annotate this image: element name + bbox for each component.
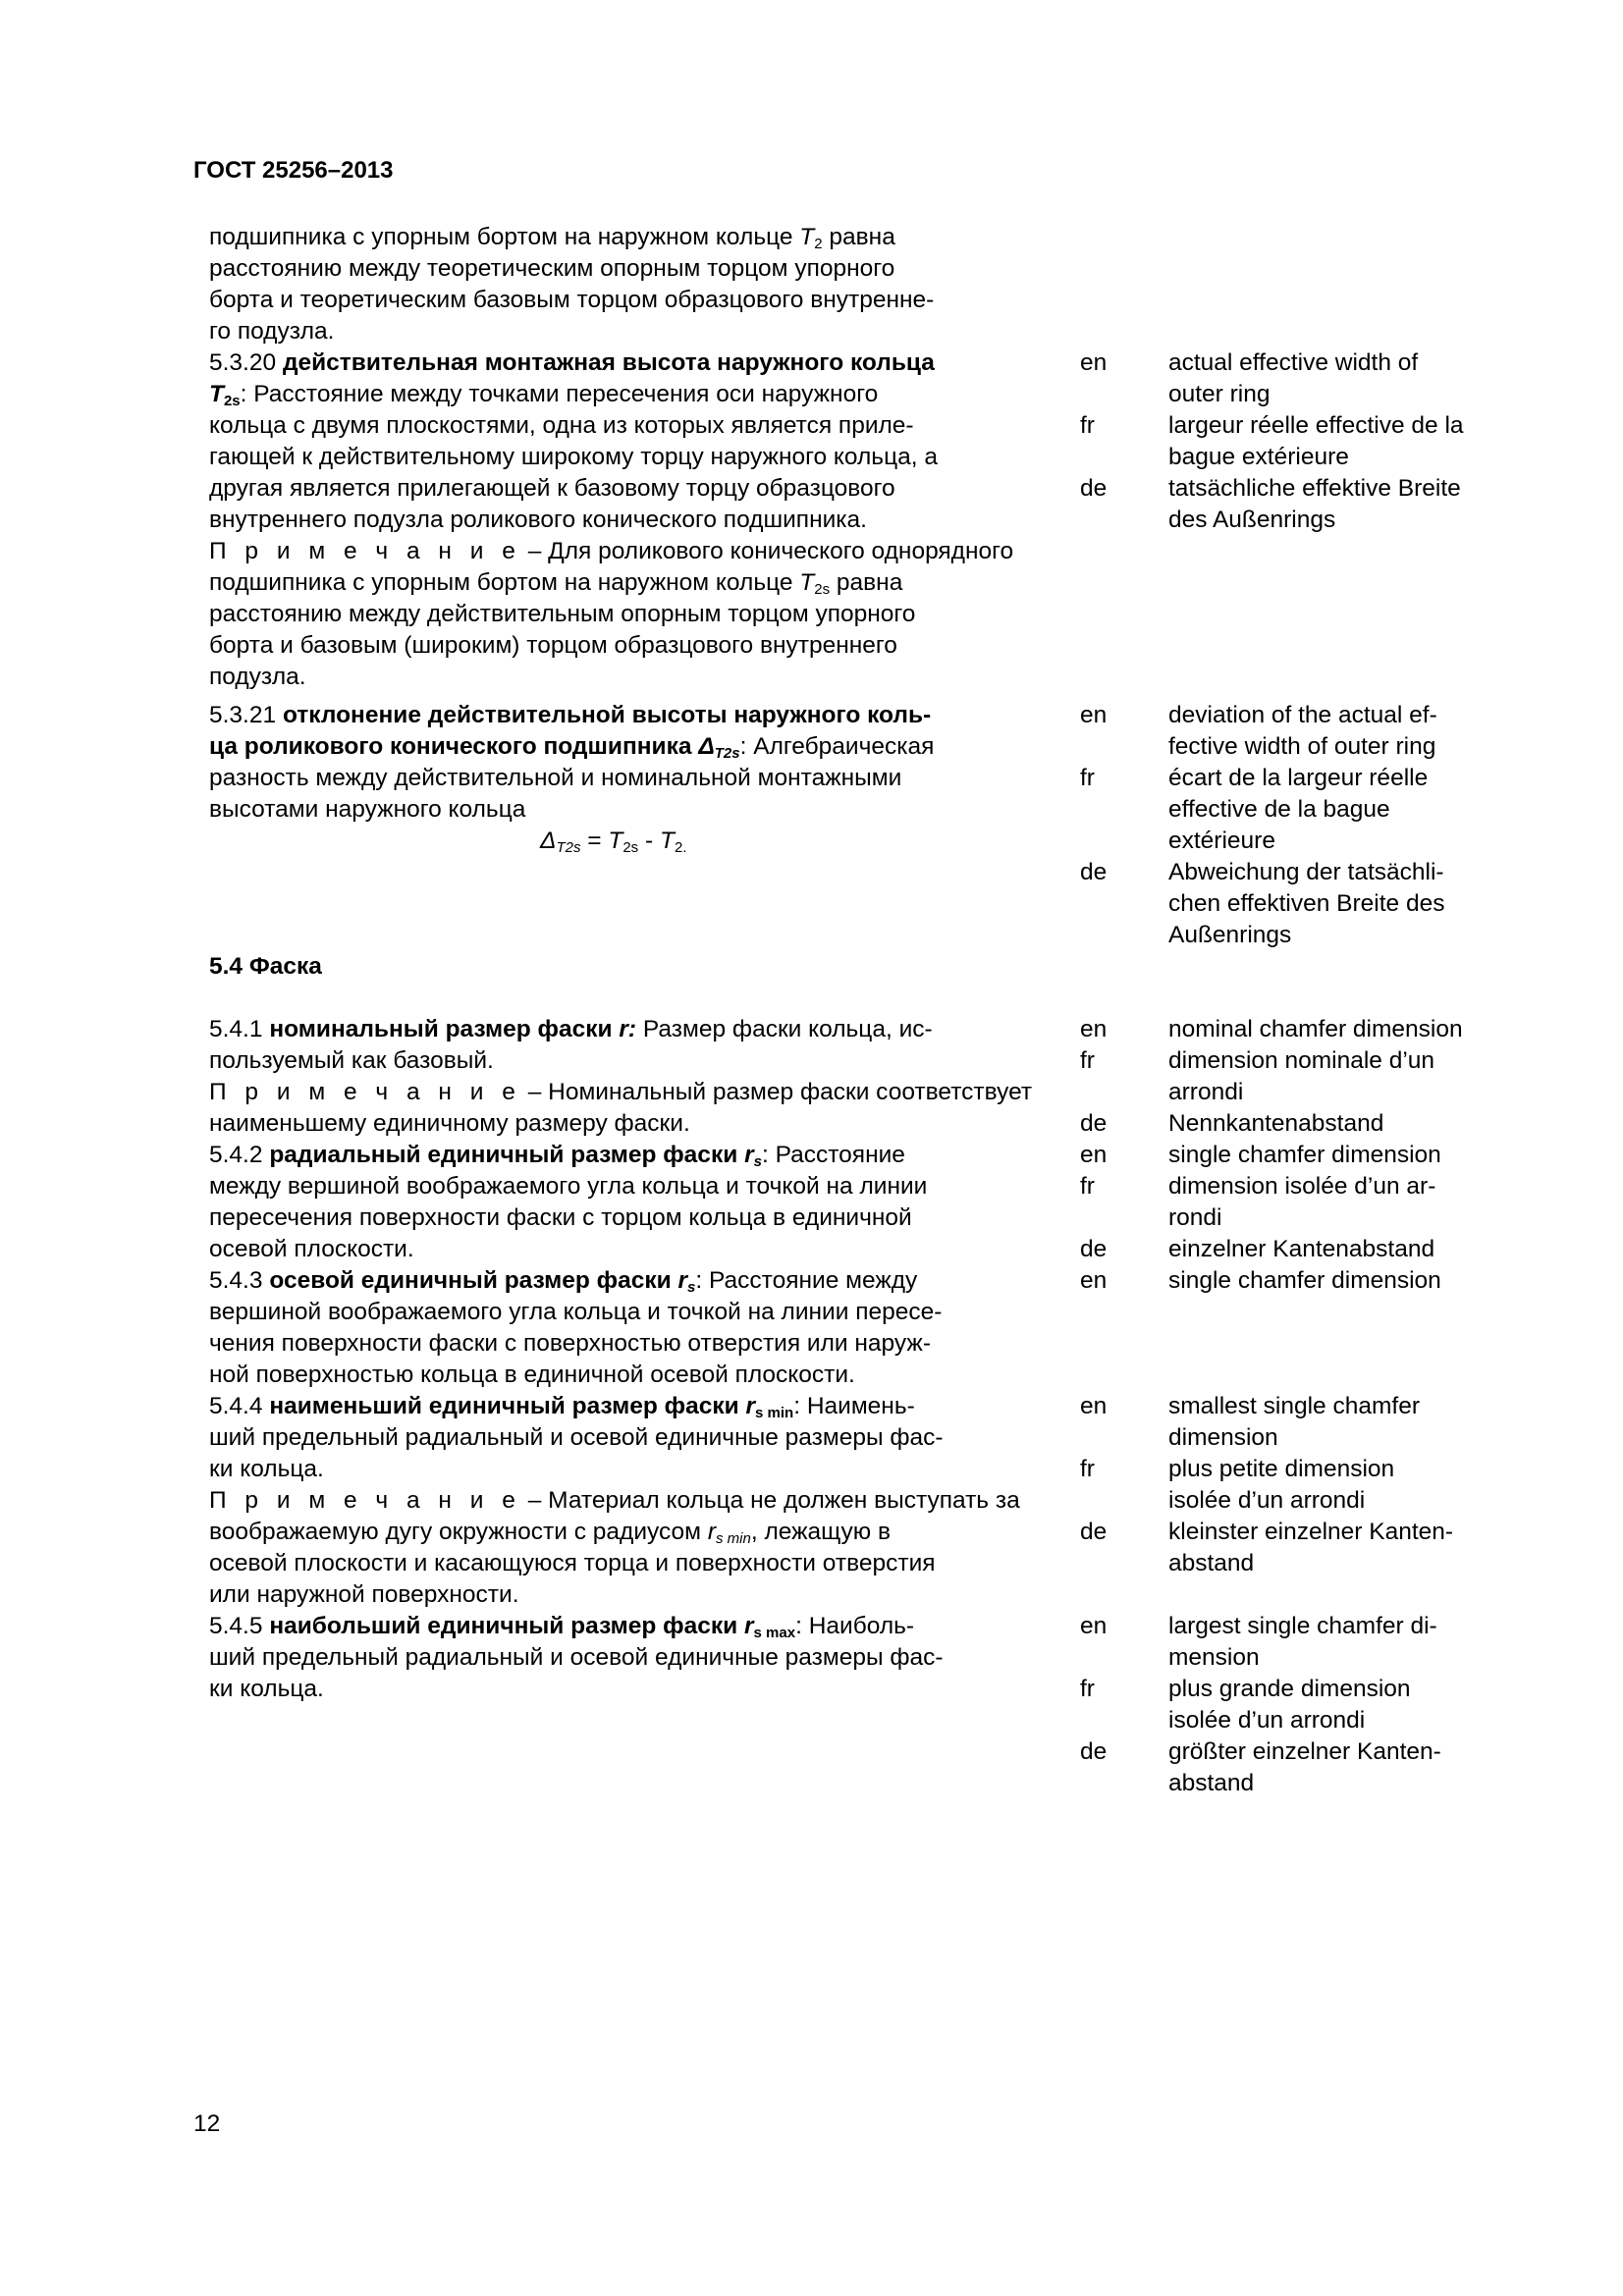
text-line: 5.4.1 номинальный размер фаски r: Размер фаски кольца, ис- bbox=[209, 1016, 933, 1042]
page-number: 12 bbox=[193, 2110, 221, 2137]
equivalent-de: tatsächliche effektive Breite des Außenrings bbox=[1168, 475, 1461, 533]
text-line: ки кольца. bbox=[209, 1676, 324, 1702]
note-line: подшипника с упорным бортом на наружном кольце $T_{2s}$ равна bbox=[209, 569, 903, 598]
note-line: П р и м е ч а н и е – Для роликового конического однорядного bbox=[209, 538, 1014, 564]
lang-code-fr: fr bbox=[1080, 412, 1095, 439]
equivalent-fr: plus grande dimension isolée d’un arrondi bbox=[1168, 1676, 1411, 1734]
lang-code-en: en bbox=[1080, 1613, 1108, 1639]
section-heading: 5.4 Фаска bbox=[209, 953, 322, 980]
equivalent-de: kleinster einzelner Kanten- abstand bbox=[1168, 1519, 1454, 1576]
text-line: ший предельный радиальный и осевой единичные размеры фас- bbox=[209, 1424, 944, 1451]
note-line: расстоянию между действительным опорным торцом упорного bbox=[209, 601, 916, 627]
note-line: борта и базовым (широким) торцом образцового внутреннего bbox=[209, 632, 897, 659]
lang-code-en: en bbox=[1080, 1393, 1108, 1419]
text-line: вершиной воображаемого угла кольца и точкой на линии пересе- bbox=[209, 1299, 943, 1325]
equivalent-en: single chamfer dimension bbox=[1168, 1267, 1441, 1294]
equivalent-en: nominal chamfer dimension bbox=[1168, 1016, 1463, 1042]
equivalent-de: Abweichung der tatsächli- chen effektiven Breite des Außenrings bbox=[1168, 859, 1445, 948]
lang-code-fr: fr bbox=[1080, 1173, 1095, 1200]
note-line: подузла. bbox=[209, 664, 306, 690]
equivalent-en: largest single chamfer di- mension bbox=[1168, 1613, 1437, 1671]
text-line: высотами наружного кольца bbox=[209, 796, 526, 823]
text-line: подшипника с упорным бортом на наружном кольце $T_2$ равна bbox=[209, 224, 895, 252]
term-5-4-3 bbox=[209, 1265, 1057, 1391]
text-line: 5.4.5 наибольший единичный размер фаски $r_{s max}$: Наиболь- bbox=[209, 1613, 915, 1641]
lang-code-en: en bbox=[1080, 1142, 1108, 1168]
term-5-4-2 bbox=[209, 1140, 1057, 1265]
lang-code-en: en bbox=[1080, 1016, 1108, 1042]
term-5-3-21 bbox=[209, 700, 1057, 826]
term-5-4-4 bbox=[209, 1391, 1057, 1611]
text-line: 5.4.2 радиальный единичный размер фаски $r_s$: Расстояние bbox=[209, 1142, 905, 1170]
lang-code-en: en bbox=[1080, 702, 1108, 728]
text-line: 5.3.21 отклонение действительной высоты наружного коль- bbox=[209, 702, 932, 728]
term-5-3-20 bbox=[209, 347, 1057, 693]
lang-code-en: en bbox=[1080, 1267, 1108, 1294]
lang-code-fr: fr bbox=[1080, 1676, 1095, 1702]
note-line: наименьшему единичному размеру фаски. bbox=[209, 1110, 690, 1137]
note-line: воображаемую дугу окружности с радиусом $r_{s min}$, лежащую в bbox=[209, 1519, 891, 1547]
equivalent-de: einzelner Kantenabstand bbox=[1168, 1236, 1435, 1262]
equivalent-fr: dimension nominale d’un arrondi bbox=[1168, 1047, 1435, 1105]
text-line: гающей к действительному широкому торцу наружного кольца, а bbox=[209, 444, 938, 470]
lang-code-de: de bbox=[1080, 475, 1108, 502]
lang-code-fr: fr bbox=[1080, 765, 1095, 791]
text-line: внутреннего подузла роликового конического подшипника. bbox=[209, 507, 867, 533]
equivalent-fr: dimension isolée d’un ar- rondi bbox=[1168, 1173, 1436, 1231]
equivalent-en: deviation of the actual ef- fective width of outer ring bbox=[1168, 702, 1437, 760]
text-line: ки кольца. bbox=[209, 1456, 324, 1482]
text-line: 5.4.4 наименьший единичный размер фаски $r_{s min}$: Наимень- bbox=[209, 1393, 915, 1421]
text-line: ца роликового конического подшипника $\Delta_{T2s}$: Алгебраическая bbox=[209, 733, 935, 762]
equivalent-de: Nennkantenabstand bbox=[1168, 1110, 1384, 1137]
equivalent-fr: largeur réelle effective de la bague extérieure bbox=[1168, 412, 1464, 470]
text-line: пользуемый как базовый. bbox=[209, 1047, 494, 1074]
text-line: между вершиной воображаемого угла кольца и точкой на линии bbox=[209, 1173, 928, 1200]
text-line: осевой плоскости. bbox=[209, 1236, 414, 1262]
equivalent-fr: plus petite dimension isolée d’un arrondi bbox=[1168, 1456, 1395, 1514]
equivalent-de: größter einzelner Kanten- abstand bbox=[1168, 1738, 1441, 1796]
lang-code-de: de bbox=[1080, 1738, 1108, 1765]
note-line: П р и м е ч а н и е – Номинальный размер фаски соответствует bbox=[209, 1079, 1033, 1105]
text-line: го подузла. bbox=[209, 318, 335, 345]
text-line: другая является прилегающей к базовому торцу образцового bbox=[209, 475, 895, 502]
equivalent-fr: écart de la largeur réelle effective de la bague extérieure bbox=[1168, 765, 1429, 854]
text-line: кольца с двумя плоскостями, одна из которых является приле- bbox=[209, 412, 914, 439]
note-line: или наружной поверхности. bbox=[209, 1581, 519, 1608]
text-line: борта и теоретическим базовым торцом образцового внутренне- bbox=[209, 287, 935, 313]
text-line: расстоянию между теоретическим опорным торцом упорного bbox=[209, 255, 895, 282]
text-line: чения поверхности фаски с поверхностью отверстия или наруж- bbox=[209, 1330, 931, 1357]
note-line: П р и м е ч а н и е – Материал кольца не должен выступать за bbox=[209, 1487, 1020, 1514]
lang-code-de: de bbox=[1080, 1110, 1108, 1137]
text-line: ной поверхностью кольца в единичной осевой плоскости. bbox=[209, 1362, 855, 1388]
equivalent-en: actual effective width of outer ring bbox=[1168, 349, 1419, 407]
term-5-4-5 bbox=[209, 1611, 1057, 1705]
text-line: 5.3.20 действительная монтажная высота наружного кольца bbox=[209, 349, 935, 376]
term-5-4-1 bbox=[209, 1014, 1057, 1140]
lang-code-en: en bbox=[1080, 349, 1108, 376]
formula: $\Delta_{T2s} = T_{2s} - T_{2.}$ bbox=[540, 828, 687, 856]
text-line: разность между действительной и номинальной монтажными bbox=[209, 765, 902, 791]
text-line: $T_{2s}$: Расстояние между точками пересечения оси наружного bbox=[209, 381, 879, 409]
note-line: осевой плоскости и касающуюся торца и поверхности отверстия bbox=[209, 1550, 936, 1576]
text-line: 5.4.3 осевой единичный размер фаски $r_s$: Расстояние между bbox=[209, 1267, 918, 1296]
equivalent-en: smallest single chamfer dimension bbox=[1168, 1393, 1420, 1451]
text-line: пересечения поверхности фаски с торцом кольца в единичной bbox=[209, 1204, 912, 1231]
lang-code-de: de bbox=[1080, 859, 1108, 885]
lang-code-de: de bbox=[1080, 1236, 1108, 1262]
text-line: ший предельный радиальный и осевой единичные размеры фас- bbox=[209, 1644, 944, 1671]
document-header: ГОСТ 25256–2013 bbox=[193, 157, 394, 184]
equivalent-en: single chamfer dimension bbox=[1168, 1142, 1441, 1168]
continuation-paragraph bbox=[209, 222, 1057, 347]
lang-code-de: de bbox=[1080, 1519, 1108, 1545]
lang-code-fr: fr bbox=[1080, 1047, 1095, 1074]
lang-code-fr: fr bbox=[1080, 1456, 1095, 1482]
